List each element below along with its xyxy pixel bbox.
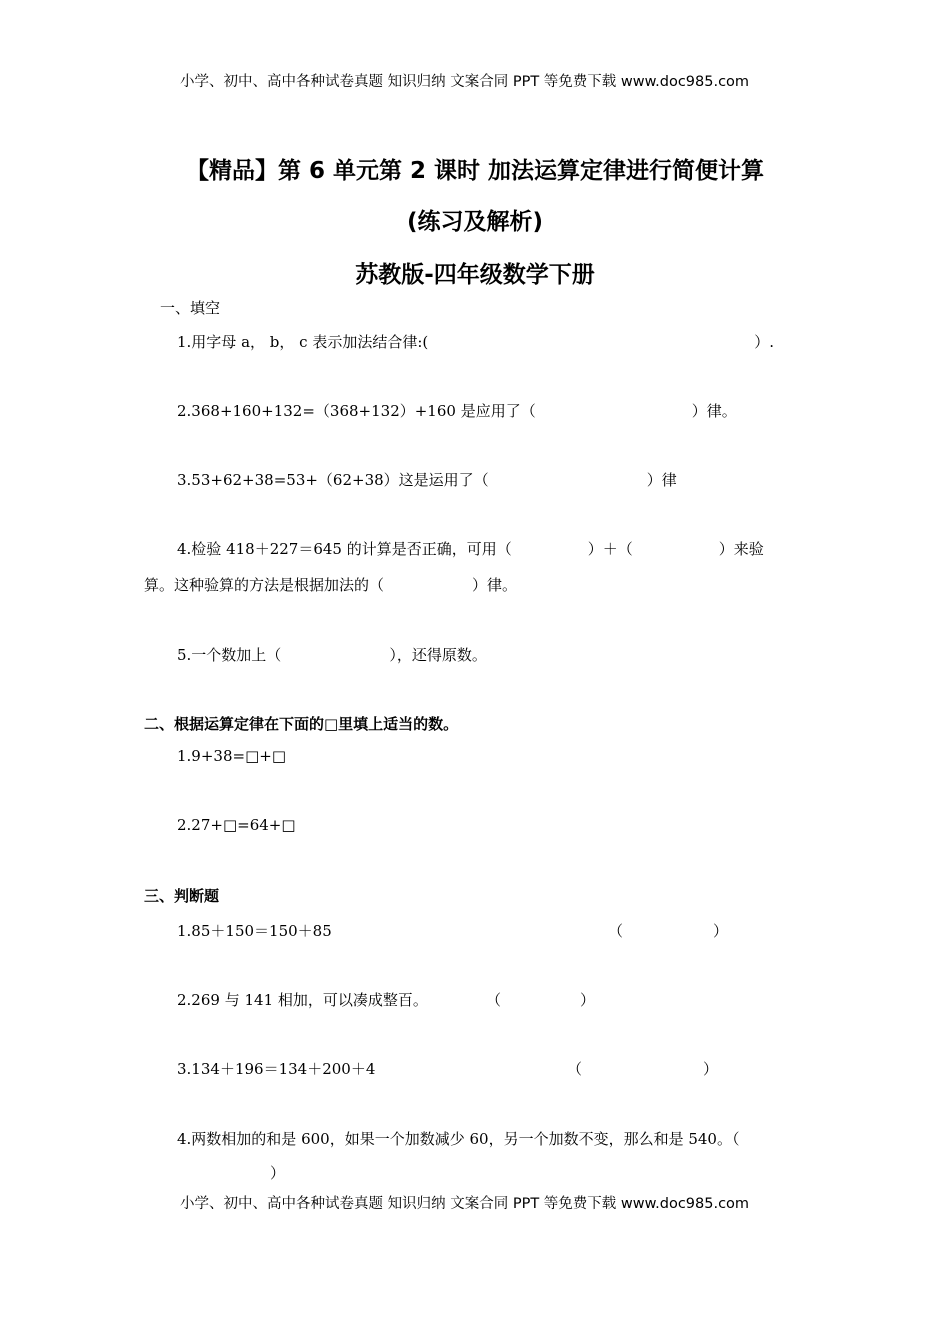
section-3-heading: 三、判断题 xyxy=(144,887,220,905)
s1-question-4-line2 xyxy=(144,574,517,595)
s1-q1-close: ）. xyxy=(754,333,775,351)
s1-q5-close: ），还得原数。 xyxy=(389,646,487,664)
s2-question-2: 2.27+□=64+□ xyxy=(177,816,296,834)
s1-q3-text: 3.53+62+38=53+（62+38）这是运用了（ xyxy=(177,471,489,489)
page-subtitle: (练习及解析) xyxy=(406,209,544,235)
s3-question-1: 1.85＋150＝150＋85 xyxy=(177,922,332,940)
s3-q1-close-paren: ） xyxy=(713,922,729,940)
section-2-heading: 二、根据运算定律在下面的□里填上适当的数。 xyxy=(144,715,459,733)
s1-q1-text: 1.用字母 a， b， c 表示加法结合律:( xyxy=(177,333,429,351)
s1-q4-text: 4.检验 418＋227＝645 的计算是否正确，可用（ xyxy=(177,540,512,558)
s3-question-4: 4.两数相加的和是 600，如果一个加数减少 60，另一个加数不变，那么和是 540。（ xyxy=(177,1130,740,1148)
s1-q4-text-2: 算。这种验算的方法是根据加法的（ xyxy=(144,576,385,594)
s1-question-3 xyxy=(177,469,677,490)
s1-q2-close: ）律。 xyxy=(691,402,737,420)
s3-q1-open-paren: （ xyxy=(608,922,624,940)
s1-q4-close: ）律。 xyxy=(472,576,518,594)
s1-question-4 xyxy=(177,538,764,559)
page-footer: 小学、初中、高中各种试卷真题 知识归纳 文案合同 PPT 等免费下载 www.doc985.com xyxy=(180,1196,750,1212)
s3-q2-open-paren: （ xyxy=(486,991,502,1009)
page-header: 小学、初中、高中各种试卷真题 知识归纳 文案合同 PPT 等免费下载 www.doc985.com xyxy=(180,74,750,90)
s1-question-2 xyxy=(177,400,737,421)
s1-question-1 xyxy=(177,331,774,352)
s1-q4-plus: ）＋（ xyxy=(587,540,633,558)
s3-question-3: 3.134＋196＝134＋200＋4 xyxy=(177,1060,376,1078)
s1-question-5 xyxy=(177,644,487,665)
page-grade-title: 苏教版-四年级数学下册 xyxy=(355,262,595,288)
s1-q2-text: 2.368+160+132=（368+132）+160 是应用了（ xyxy=(177,402,536,420)
section-1-heading: 一、填空 xyxy=(160,299,221,317)
s3-q4-close-paren: ） xyxy=(270,1164,286,1182)
s3-q3-close-paren: ） xyxy=(703,1060,719,1078)
s1-q3-close: ）律 xyxy=(646,471,677,489)
s2-question-1: 1.9+38=□+□ xyxy=(177,747,286,765)
s3-q2-close-paren: ） xyxy=(580,991,596,1009)
s1-q5-text: 5.一个数加上（ xyxy=(177,646,282,664)
s3-question-2: 2.269 与 141 相加，可以凑成整百。 xyxy=(177,991,428,1009)
page-title: 【精品】第 6 单元第 2 课时 加法运算定律进行简便计算 xyxy=(185,158,765,184)
s1-q4-tail: ）来验 xyxy=(718,540,764,558)
s3-q3-open-paren: （ xyxy=(567,1060,583,1078)
